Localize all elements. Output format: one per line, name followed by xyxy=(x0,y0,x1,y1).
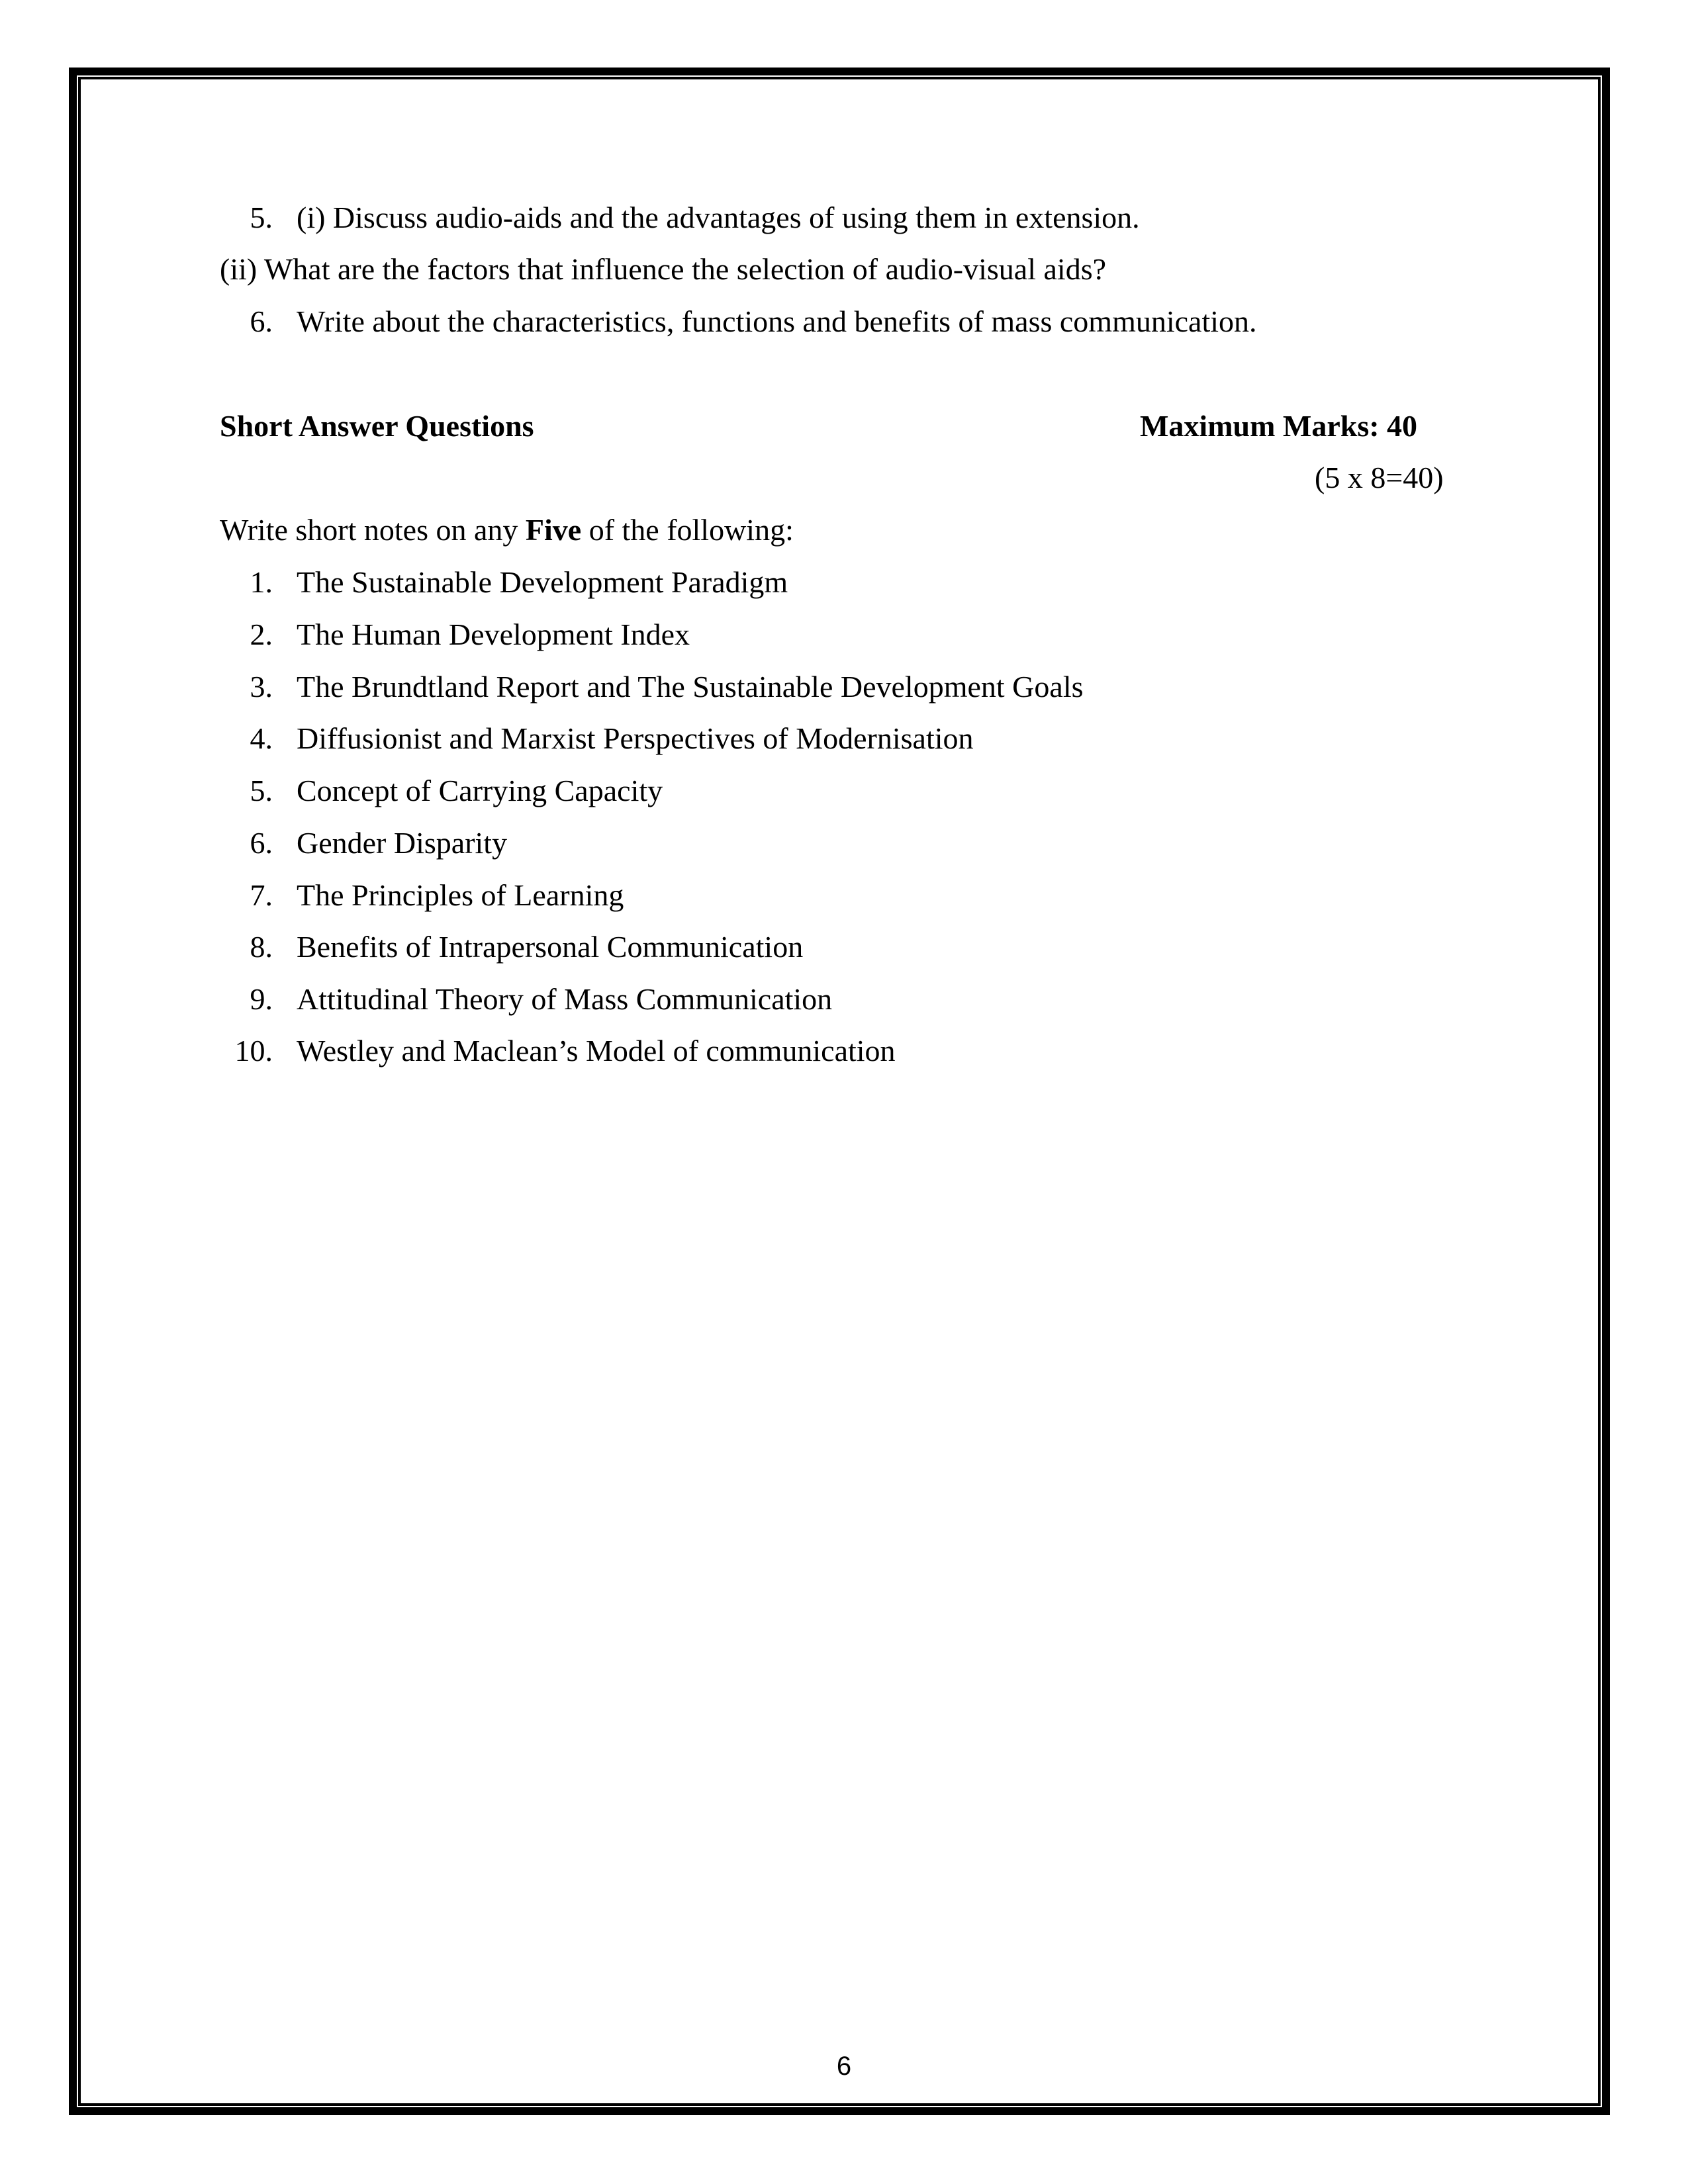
item-number: 1. xyxy=(250,565,273,599)
item-text: The Principles of Learning xyxy=(297,878,624,912)
item-number: 9. xyxy=(250,982,273,1016)
page-border-inner xyxy=(78,77,1601,2106)
item-text: The Human Development Index xyxy=(297,617,690,651)
item-number: 10. xyxy=(234,1034,273,1068)
item-number: 5. xyxy=(250,774,273,807)
item-number: 8. xyxy=(250,930,273,964)
item-text: Westley and Maclean’s Model of communication xyxy=(297,1034,896,1068)
item-number: 2. xyxy=(250,617,273,651)
item-text: Concept of Carrying Capacity xyxy=(297,774,663,807)
item-number: 7. xyxy=(250,878,273,912)
item-number: 3. xyxy=(250,670,273,704)
question-text: Write about the characteristics, functions and benefits of mass communication. xyxy=(297,304,1257,338)
marks-breakdown: (5 x 8=40) xyxy=(1315,461,1444,494)
item-text: Attitudinal Theory of Mass Communication xyxy=(297,982,833,1016)
instruction xyxy=(220,512,794,549)
item-text: The Sustainable Development Paradigm xyxy=(297,565,788,599)
question-number: 5. xyxy=(250,201,273,234)
item-text: Diffusionist and Marxist Perspectives of Modernisation xyxy=(297,721,974,755)
item-number: 6. xyxy=(250,826,273,860)
item-text: The Brundtland Report and The Sustainable Development Goals xyxy=(297,670,1084,704)
item-number: 4. xyxy=(250,721,273,755)
section-heading: Short Answer Questions xyxy=(220,409,534,443)
instruction-emphasis: Five xyxy=(525,513,582,547)
maximum-marks: Maximum Marks: 40 xyxy=(1140,409,1418,443)
page-number: 6 xyxy=(836,2052,852,2081)
question-text: (i) Discuss audio-aids and the advantages of using them in extension. xyxy=(297,201,1140,234)
item-text: Gender Disparity xyxy=(297,826,508,860)
question-text: (ii) What are the factors that influence the selection of audio-visual aids? xyxy=(220,252,1107,286)
question-number: 6. xyxy=(250,304,273,338)
item-text: Benefits of Intrapersonal Communication xyxy=(297,930,804,964)
instruction-prefix: Write short notes on any xyxy=(220,513,526,547)
instruction-suffix: of the following: xyxy=(581,513,794,547)
